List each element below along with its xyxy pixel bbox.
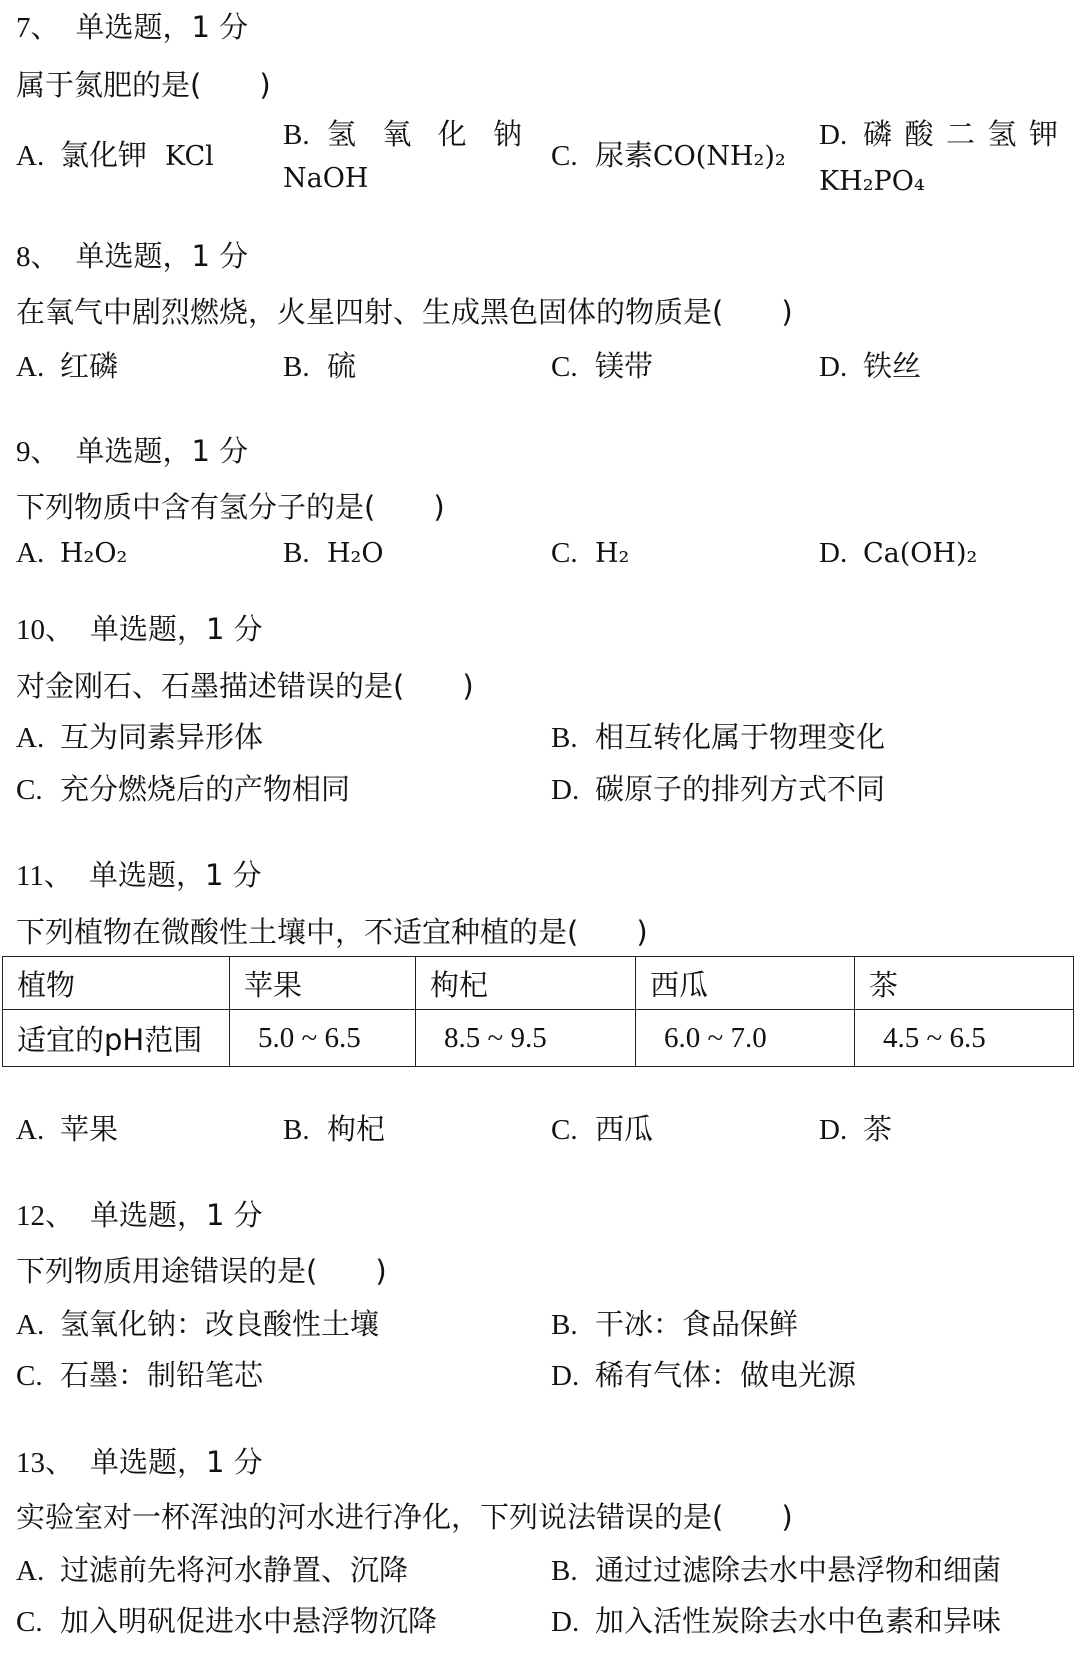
question-number: 10、 xyxy=(16,614,75,646)
option-text: 碳原子的排列方式不同 xyxy=(595,772,886,806)
option-text: 尿素 xyxy=(595,138,654,172)
option-label: A. xyxy=(16,722,45,754)
option-text: 互为同素异形体 xyxy=(60,720,264,754)
question-stem: 下列物质用途错误的是( ) xyxy=(16,1254,387,1288)
option-b xyxy=(551,1553,1001,1587)
option-text: 硫 xyxy=(327,349,357,383)
option-label: D. xyxy=(819,537,848,569)
option-b xyxy=(283,535,384,569)
question-header xyxy=(16,858,262,892)
option-label: C. xyxy=(16,1360,43,1392)
option-label: A. xyxy=(16,1114,45,1146)
option-label: C. xyxy=(551,140,578,172)
option-label: C. xyxy=(551,351,578,383)
question-type: 单选题，1 分 xyxy=(90,612,263,646)
question-header xyxy=(16,434,248,468)
option-text: 西瓜 xyxy=(595,1112,654,1146)
option-label: B. xyxy=(283,351,310,383)
table-cell: 4.5 ~ 6.5 xyxy=(855,1010,1074,1067)
option-text: 过滤前先将河水静置、沉降 xyxy=(60,1553,409,1587)
table-cell: 8.5 ~ 9.5 xyxy=(416,1010,636,1067)
table-header-cell: 植物 xyxy=(3,957,230,1010)
option-text: 氢氧化钠：改良酸性土壤 xyxy=(60,1307,380,1341)
option-label: A. xyxy=(16,1555,45,1587)
option-text: 氯化钾 xyxy=(60,138,148,172)
option-text: 茶 xyxy=(863,1112,893,1146)
option-c xyxy=(551,349,653,383)
option-text: 干冰：食品保鲜 xyxy=(595,1307,799,1341)
question-stem: 下列物质中含有氢分子的是( ) xyxy=(16,490,445,524)
table-header-cell: 苹果 xyxy=(230,957,416,1010)
option-label: B. xyxy=(551,1555,578,1587)
option-a xyxy=(16,1307,379,1341)
question-number: 13、 xyxy=(16,1447,75,1479)
option-formula: NaOH xyxy=(283,163,369,194)
question-stem: 下列植物在微酸性土壤中，不适宜种植的是( ) xyxy=(16,915,648,949)
option-text: 红磷 xyxy=(60,349,119,383)
option-formula: Ca(OH)₂ xyxy=(863,538,978,569)
option-a xyxy=(16,720,263,754)
table-header-cell: 枸杞 xyxy=(416,957,636,1010)
option-label: B. xyxy=(283,119,310,151)
option-formula: CO(NH₂)₂ xyxy=(653,141,786,172)
question-number: 8、 xyxy=(16,241,60,273)
option-label: A. xyxy=(16,537,45,569)
option-label: D. xyxy=(819,1114,848,1146)
option-formula: KCl xyxy=(165,141,214,172)
option-label: A. xyxy=(16,140,45,172)
option-label: D. xyxy=(551,774,580,806)
option-formula: H₂O xyxy=(327,538,384,569)
option-c xyxy=(16,772,350,806)
table-cell: 6.0 ~ 7.0 xyxy=(636,1010,855,1067)
option-d xyxy=(551,1604,1001,1638)
option-b xyxy=(283,349,356,383)
option-text: 充分燃烧后的产物相同 xyxy=(60,772,351,806)
option-a xyxy=(16,535,127,569)
option-label: A. xyxy=(16,351,45,383)
question-header xyxy=(16,239,248,273)
question-stem: 属于氮肥的是( ) xyxy=(16,68,271,102)
ph-range-table xyxy=(2,956,1074,1067)
option-c xyxy=(16,1358,263,1392)
question-type: 单选题，1 分 xyxy=(75,10,249,44)
question-type: 单选题，1 分 xyxy=(88,858,262,892)
option-label: C. xyxy=(16,774,43,806)
option-label: C. xyxy=(551,537,578,569)
table-row-label: 适宜的pH范围 xyxy=(3,1010,230,1067)
option-d xyxy=(819,349,921,383)
table-row xyxy=(3,1010,1074,1067)
option-text: 枸杞 xyxy=(327,1112,386,1146)
question-header xyxy=(16,1445,263,1479)
option-c xyxy=(16,1604,437,1638)
option-label: D. xyxy=(819,351,848,383)
question-header xyxy=(16,1198,263,1232)
option-c xyxy=(551,138,786,172)
option-formula: H₂ xyxy=(595,538,630,569)
question-type: 单选题，1 分 xyxy=(90,1445,263,1479)
option-text: 苹果 xyxy=(60,1112,119,1146)
option-label: B. xyxy=(551,722,578,754)
table-header-cell: 西瓜 xyxy=(636,957,855,1010)
question-type: 单选题，1 分 xyxy=(75,434,249,468)
option-text: 石墨：制铅笔芯 xyxy=(60,1358,264,1392)
option-d xyxy=(819,535,977,569)
option-label: D. xyxy=(819,119,848,151)
option-d xyxy=(819,1112,892,1146)
question-stem: 在氧气中剧烈燃烧，火星四射、生成黑色固体的物质是( ) xyxy=(16,295,793,329)
option-label: D. xyxy=(551,1606,580,1638)
option-formula: H₂O₂ xyxy=(60,538,128,569)
option-text: 铁丝 xyxy=(863,349,922,383)
table-header-row xyxy=(3,957,1074,1010)
option-d xyxy=(551,1358,856,1392)
question-type: 单选题，1 分 xyxy=(90,1198,263,1232)
option-label: B. xyxy=(551,1309,578,1341)
question-type: 单选题，1 分 xyxy=(75,239,249,273)
option-label: C. xyxy=(16,1606,43,1638)
option-b xyxy=(551,720,885,754)
option-text: 相互转化属于物理变化 xyxy=(595,720,886,754)
option-text: 加入活性炭除去水中色素和异味 xyxy=(595,1604,1002,1638)
question-header xyxy=(16,10,248,44)
table-cell: 5.0 ~ 6.5 xyxy=(230,1010,416,1067)
option-label: B. xyxy=(283,1114,310,1146)
question-stem: 实验室对一杯浑浊的河水进行净化，下列说法错误的是( ) xyxy=(16,1500,793,1534)
option-text: 通过过滤除去水中悬浮物和细菌 xyxy=(595,1553,1002,1587)
question-number: 12、 xyxy=(16,1200,75,1232)
option-text: 加入明矾促进水中悬浮物沉降 xyxy=(60,1604,438,1638)
option-label: C. xyxy=(551,1114,578,1146)
question-number: 7、 xyxy=(16,12,60,44)
option-a xyxy=(16,349,118,383)
option-a xyxy=(16,1553,408,1587)
option-d xyxy=(551,772,885,806)
table-header-cell: 茶 xyxy=(855,957,1074,1010)
question-number: 11、 xyxy=(16,860,73,892)
option-a xyxy=(16,138,214,172)
option-text: 磷酸二氢钾 xyxy=(863,117,1058,151)
option-c xyxy=(551,1112,653,1146)
question-number: 9、 xyxy=(16,436,60,468)
option-d xyxy=(819,113,1058,203)
option-c xyxy=(551,535,629,569)
option-b xyxy=(283,1112,385,1146)
option-text: 氢氧化钠 xyxy=(327,117,522,151)
option-a xyxy=(16,1112,118,1146)
option-label: A. xyxy=(16,1309,45,1341)
option-b xyxy=(551,1307,798,1341)
question-header xyxy=(16,612,263,646)
option-label: B. xyxy=(283,537,310,569)
option-formula: KH₂PO₄ xyxy=(819,166,925,197)
option-b xyxy=(283,113,522,200)
option-text: 镁带 xyxy=(595,349,654,383)
option-text: 稀有气体：做电光源 xyxy=(595,1358,857,1392)
option-label: D. xyxy=(551,1360,580,1392)
question-stem: 对金刚石、石墨描述错误的是( ) xyxy=(16,669,474,703)
